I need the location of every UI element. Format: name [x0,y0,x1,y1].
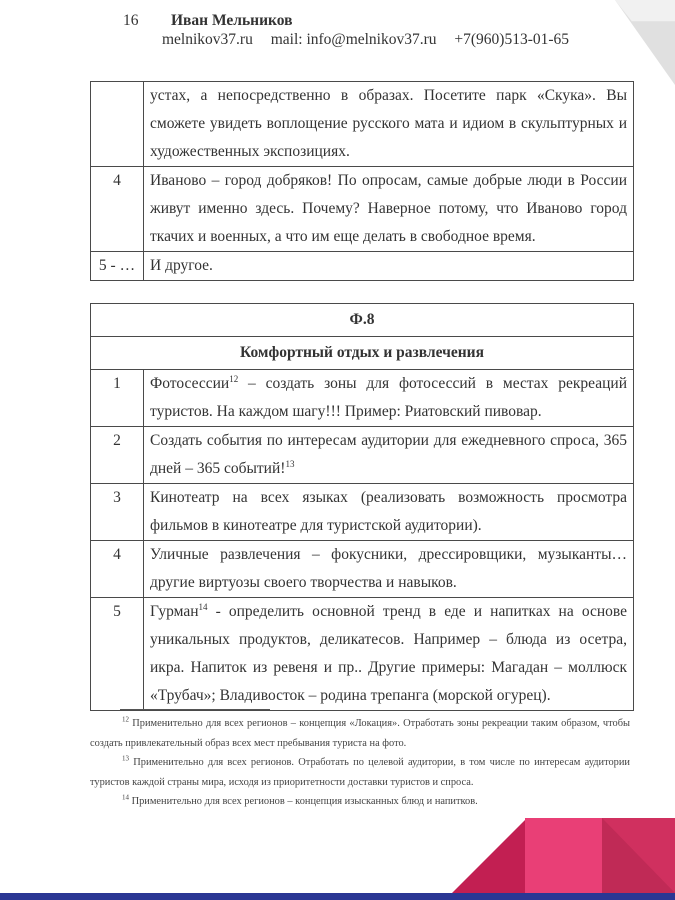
footnote [90,753,630,792]
footnote-number: 14 [122,793,129,802]
continued-table [90,81,634,281]
row-number: 4 [91,167,144,252]
author-name: Иван Мельников [171,12,293,29]
row-text-part: Уличные развлечения – фокусники, дрессировщики, музыканты…другие виртуозы своего творчества и навыков. [150,546,627,591]
table-code-row [91,304,634,337]
footnote [90,792,630,812]
footnote-ref[interactable]: 14 [198,601,208,612]
footnote-ref[interactable]: 12 [229,373,239,384]
footnote-ref[interactable]: 13 [285,458,295,469]
footnote-text: Применительно для всех регионов – концепция «Локация». Отработать зоны рекреации таким образом, чтобы создать привлекательный образ всех мест пребывания туриста на фото. [90,718,630,749]
row-number: 2 [91,427,144,484]
table-f8 [90,303,634,711]
footnote-text: Применительно для всех регионов – концепция изысканных блюд и напитков. [129,796,478,807]
footer-shade [602,818,675,893]
footnote [90,714,630,753]
row-text [144,541,634,598]
table-row [91,82,634,167]
table-row [91,370,634,427]
table-row [91,484,634,541]
row-text: И другое. [144,252,634,281]
row-text-part: Создать события по интересам аудитории для ежедневного спроса, 365 дней – 365 событий! [150,432,627,477]
corner-decoration-top-right [615,0,675,85]
row-text [144,427,634,484]
row-text-part: Гурман [150,603,199,620]
table-row [91,427,634,484]
row-text-part: Фотосессии [150,375,230,392]
row-text-part: Кинотеатр на всех языках (реализовать возможность просмотра фильмов в кинотеатре для туристской аудитории). [150,489,627,534]
row-text [144,484,634,541]
table-row [91,598,634,711]
footnote-number: 13 [122,754,129,763]
row-number: 5 [91,598,144,711]
row-number: 3 [91,484,144,541]
row-text [144,370,634,427]
row-text: Иваново – город добряков! По опросам, самые добрые люди в России живут именно здесь. Почему? Наверное потому, что Иваново город ткачих и военных, а что им еще делать в свободное время. [144,167,634,252]
footer-pink-block [525,818,602,893]
row-number: 5 - … [91,252,144,281]
table-title: Комфортный отдых и развлечения [91,337,634,370]
row-text-part: - определить основной тренд в еде и напитках на основе уникальных продуктов, деликатесов. Например – блюда из осетра, икра. Напиток из ревеня и пр.. Другие примеры: Магадан – моллюск «Трубач»; Владивосток – родина трепанга (морской огурец). [150,603,627,704]
row-number [91,82,144,167]
row-text [144,598,634,711]
email-link[interactable]: mail: info@melnikov37.ru [270,31,437,48]
table-row [91,541,634,598]
table-row [91,167,634,252]
footer-decoration [0,818,675,900]
footer-crimson-block [602,818,675,893]
footnote-number: 12 [122,715,129,724]
table-row [91,252,634,281]
table-code: Ф.8 [91,304,634,337]
row-text: устах, а непосредственно в образах. Посетите парк «Скука». Вы сможете увидеть воплощение русского мата и идиом в скульптурных и художественных экспозициях. [144,82,634,167]
row-text-part: – создать зоны для фотосессий в местах рекреаций туристов. На каждом шагу!!! Пример: Риатовский пивовар. [150,375,627,420]
table-title-row [91,337,634,370]
footnote-text: Применительно для всех регионов. Отработать по целевой аудитории, в том числе по интересам аудитории туристов каждой страны мира, исходя из приоритетности доставки туристов и спроса. [90,757,630,788]
footer-blue-bar [0,893,675,900]
footnote-separator [120,709,270,710]
footer-triangle [452,818,527,893]
page-number: 16 [123,12,139,29]
row-number: 1 [91,370,144,427]
footnotes [90,714,630,812]
phone-number: +7(960)513-01-65 [454,31,570,48]
row-number: 4 [91,541,144,598]
contact-line [162,31,583,49]
website-link[interactable]: melnikov37.ru [162,31,253,48]
